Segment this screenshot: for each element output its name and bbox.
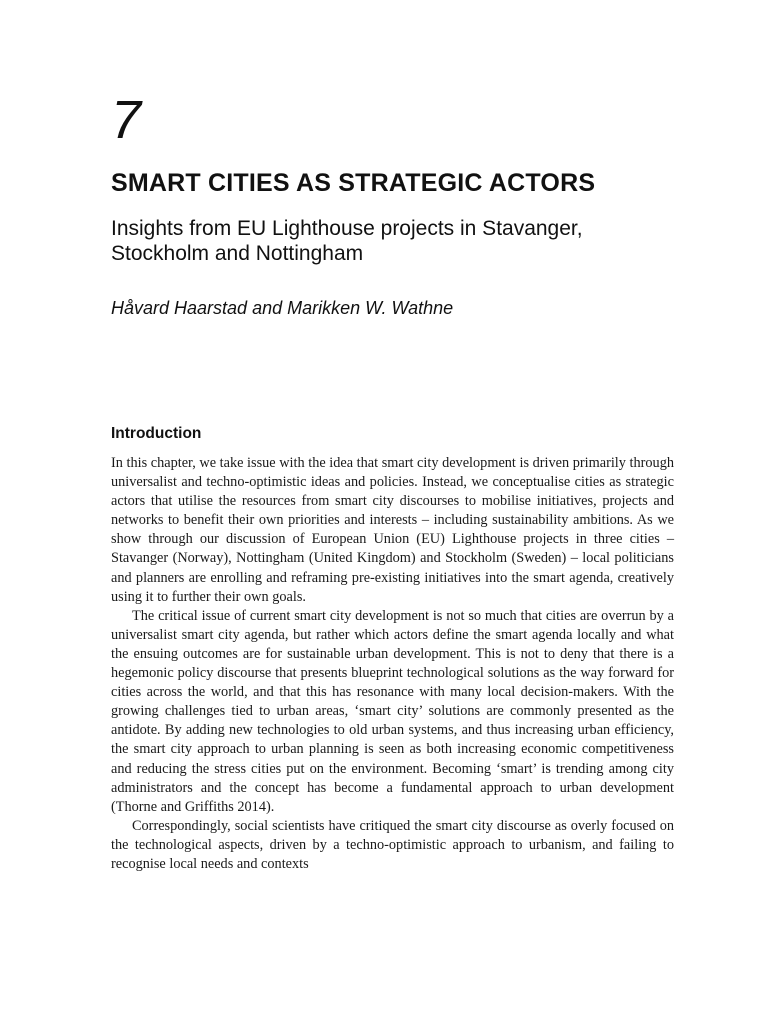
chapter-authors: Håvard Haarstad and Marikken W. Wathne [111,298,454,318]
chapter-number: 7 [111,90,142,150]
body-paragraph: The critical issue of current smart city development is not so much that cities are overrun by a universalist smart city agenda, but rather which actors define the smart agenda locally and what the ensuing outcomes are for sustainable urban development. This is not to deny that there is a hegemonic policy discourse that presents blueprint technological solutions as the way forward for cities across the world, and that this has resonance with many local decision-makers. With the growing challenges tied to urban areas, ‘smart city’ solutions are commonly presented as the antidote. By adding new technologies to old urban systems, and thus increasing urban efficiency, the smart city approach to urban planning is seen as both increasing economic competitiveness and reducing the stress cities put on the environment. Becoming ‘smart’ is trending among city administrators and the concept has become a fundamental approach to urban development (Thorne and Griffiths 2014). [111,607,674,815]
chapter-subtitle: Insights from EU Lighthouse projects in Stavanger, Stockholm and Nottingham [111,217,583,265]
body-paragraph: In this chapter, we take issue with the idea that smart city development is driven primarily through universalist and techno-optimistic ideas and policies. Instead, we conceptualise cities as strategic actors that utilise the resources from smart city discourses to mobilise initiatives, projects and networks to benefit their own priorities and interests – including sustainability ambitions. As we show through our discussion of European Union (EU) Lighthouse projects in three cities – Stavanger (Norway), Nottingham (United Kingdom) and Stockholm (Sweden) – local politicians and planners are enrolling and reframing pre-existing initiatives into the smart agenda, creatively using it to further their own goals. [111,455,674,605]
chapter-title: SMART CITIES AS STRATEGIC ACTORS [111,169,596,197]
section-heading: Introduction [111,425,202,442]
body-text [111,454,674,874]
body-paragraph: Correspondingly, social scientists have critiqued the smart city discourse as overly focused on the technological aspects, driven by a techno-optimistic approach to urbanism, and failing to recognise local needs and contexts [111,817,674,872]
